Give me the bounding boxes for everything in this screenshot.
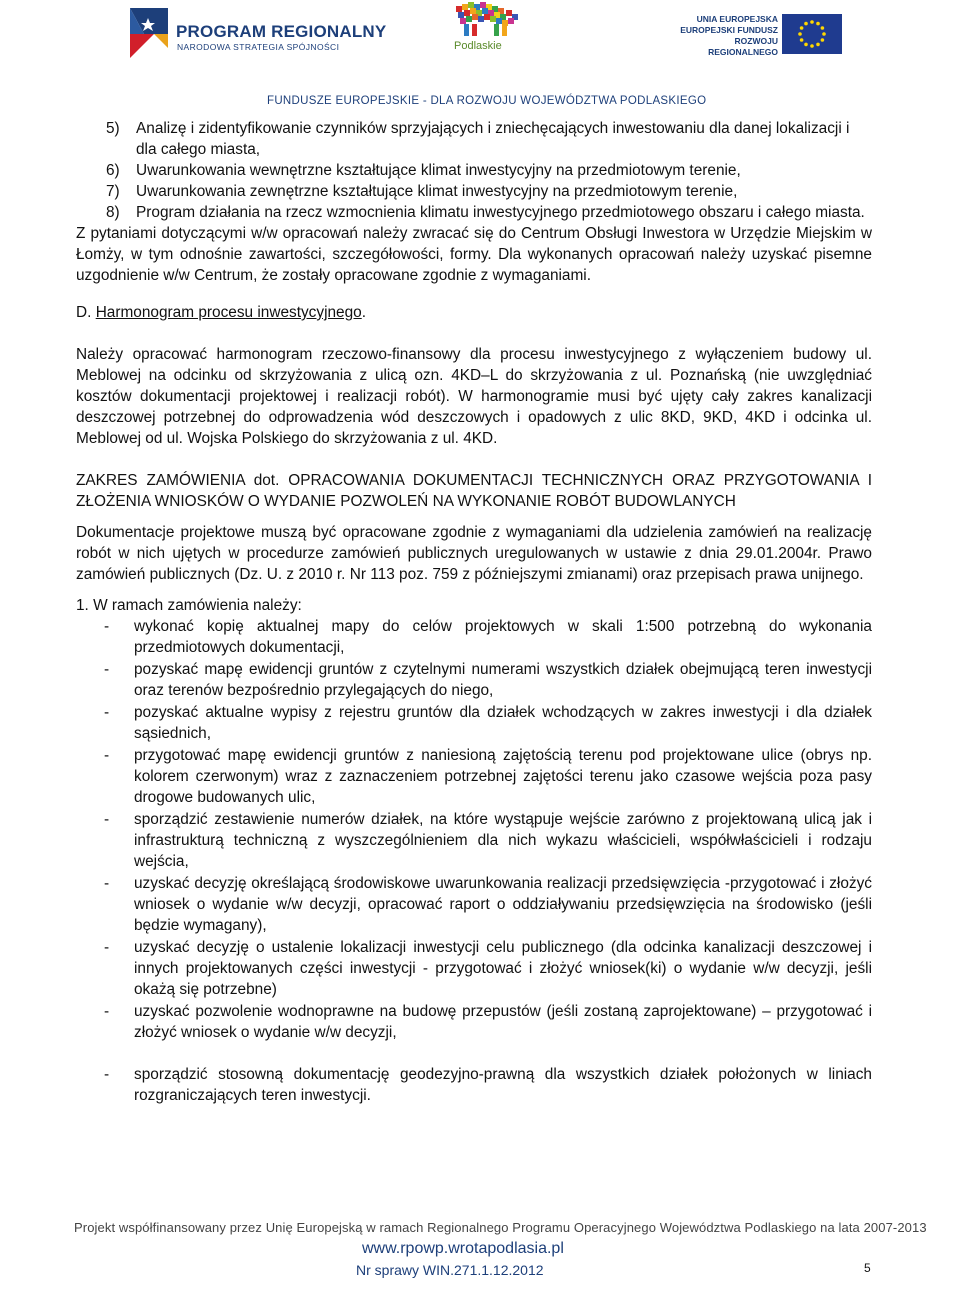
footer-case-number: Nr sprawy WIN.271.1.12.2012 — [356, 1262, 544, 1278]
document-body — [76, 118, 872, 1107]
section-prefix: D. — [76, 304, 92, 321]
list-item-text: uzyskać decyzję o ustalenie lokalizacji inwestycji celu publicznego (dla odcinka kanalizacji deszczowej i innych projektowanych części inwestycji - przygotować i złożyć wniosek(ki) o wydanie w/w decyzji, jeśli okażą się potrzebne) — [134, 939, 872, 998]
list-item-number: 5) — [106, 120, 120, 137]
program-flag-icon — [124, 4, 170, 62]
section-heading-d — [76, 302, 872, 323]
footer-project-line: Projekt współfinansowany przez Unię Europejską w ramach Regionalnego Programu Operacyjnego Województwa Podlaskiego na lata 2007-2013 — [74, 1220, 927, 1235]
paragraph-documentation: Dokumentacje projektowe muszą być opracowane zgodnie z wymaganiami dla udzielenia zamówień na realizację robót w nich ujętych w procedurze zamówień publicznych uregulowanych w ustawie z dnia 29.01.2004r. Prawo zamówień publicznych (Dz. U. z 2010 r. Nr 113 poz. 759 z późniejszymi zmianami) oraz przepisach prawa unijnego. — [76, 524, 872, 583]
list-item: - przygotować mapę ewidencji gruntów z naniesioną zajętością terenu pod projektowane ulice (obrys np. kolorem czerwonym) wraz z zaznaczeniem potrzebnej zajętości terenu jako czasowe wejścia poza pasy drogowe budowanych ulic, — [104, 747, 872, 806]
list-item — [76, 202, 872, 223]
scope-heading: ZAKRES ZAMÓWIENIA dot. OPRACOWANIA DOKUMENTACJI TECHNICZNYCH ORAZ PRZYGOTOWANIA I ZŁOŻENIA WNIOSKÓW O WYDANIE POZWOLEŃ NA WYKONANIE ROBÓT BUDOWLANYCH — [76, 472, 872, 510]
list-item: - sporządzić stosowną dokumentację geodezyjno-prawną dla wszystkich działek położonych w liniach rozgraniczających teren inwestycji. — [104, 1066, 872, 1104]
list-item — [76, 118, 872, 160]
list-item-text: Analizę i zidentyfikowanie czynników sprzyjających i zniechęcających inwestowaniu dla danej lokalizacji i dla całego miasta, — [136, 120, 850, 158]
list-item: - sporządzić zestawienie numerów działek, na które wystąpuje wejście zarówno z projektowaną ulicą jak i infrastrukturą techniczną z wyszczególnieniem dla nich wykazu właścicieli, współwłaścicieli i rodzaju wejścia, — [104, 811, 872, 870]
list-item: - uzyskać decyzję o ustalenie lokalizacji inwestycji celu publicznego (dla odcinka kanalizacji deszczowej i innych projektowanych części inwestycji - przygotować i złożyć wniosek(ki) o wydanie w/w decyzji, jeśli okażą się potrzebne) — [104, 939, 872, 998]
podlaskie-logo — [448, 0, 528, 62]
program-subtitle: NARODOWA STRATEGIA SPÓJNOŚCI — [177, 42, 340, 52]
list-item-text: uzyskać decyzję określającą środowiskowe uwarunkowania realizacji przedsięwzięcia -przygotować i złożyć wniosek o wydanie w/w decyzji, opracować raport o oddziaływaniu przedsięwzięcia na środowisko (jeśli będzie wymagany), — [134, 875, 872, 934]
eu-line-3: ROZWOJU REGIONALNEGO — [708, 36, 778, 57]
paragraph-harmonogram: Należy opracować harmonogram rzeczowo-finansowy dla procesu inwestycyjnego z wyłączeniem budowy ul. Meblowej na odcinku od skrzyżowania z ulicą ozn. 4KD–L do skrzyżowania z ul. Poznańską (nie uwzględniać kosztów dokumentacji projektowej i realizacji robót). W harmonogramie musi być ujęty cały zakres kanalizacji deszczowej potrzebnej do odprowadzenia wód deszczowych i opadowych z ulic 8KD, 9KD, 4KD i odcinka ul. Meblowej od ul. Wojska Polskiego do skrzyżowania z ul. 4KD. — [76, 346, 872, 447]
list-item-text: sporządzić stosowną dokumentację geodezyjno-prawną dla wszystkich działek położonych w liniach rozgraniczających teren inwestycji. — [134, 1066, 872, 1104]
list-item-text: Uwarunkowania wewnętrzne kształtujące klimat inwestycyjny na przedmiotowym terenie, — [136, 162, 741, 179]
eu-caption — [668, 14, 778, 58]
bison-mosaic-icon — [448, 0, 528, 42]
header-tagline: FUNDUSZE EUROPEJSKIE - DLA ROZWOJU WOJEWÓDZTWA PODLASKIEGO — [267, 95, 707, 107]
list-item-number: 7) — [106, 183, 120, 200]
section-suffix: . — [361, 304, 367, 321]
eu-logo — [668, 14, 844, 58]
eu-line-1: UNIA EUROPEJSKA — [696, 14, 778, 24]
list-item-text: Program działania na rzecz wzmocnienia klimatu inwestycyjnego przedmiotowego obszaru i całego miasta. — [136, 204, 865, 221]
list-item-text: wykonać kopię aktualnej mapy do celów projektowych w skali 1:500 potrzebną do wykonania przedmiotowych dokumentacji, — [134, 618, 872, 656]
paragraph-questions: Z pytaniami dotyczącymi w/w opracowań należy zwracać się do Centrum Obsługi Inwestora w Urzędzie Miejskim w Łomży, w tym odnośnie zawartości, szczegółowości, formy. Dla wykonanych opracowań należy uzyskać pisemne uzgodnienie w/w Centrum, że zostały opracowane zgodnie z wymaganiami. — [76, 225, 872, 284]
program-title: PROGRAM REGIONALNY — [176, 22, 387, 41]
list-item-text: uzyskać pozwolenie wodnoprawne na budowę przepustów (jeśli zostaną zaprojektowane) – przygotować i złożyć wniosek o wydanie w/w decyzji, — [134, 1003, 872, 1041]
eu-flag-icon — [782, 14, 842, 54]
list-item: - pozyskać mapę ewidencji gruntów z czytelnymi numerami wszystkich działek obejmującą teren inwestycji oraz terenów bezpośrednio przylegających do niego, — [104, 661, 872, 699]
list-item-number: 6) — [106, 162, 120, 179]
list-item-text: pozyskać mapę ewidencji gruntów z czytelnymi numerami wszystkich działek obejmującą teren inwestycji oraz terenów bezpośrednio przylegających do niego, — [134, 661, 872, 699]
list-item: - pozyskać aktualne wypisy z rejestru gruntów dla działek wchodzących w zakres inwestycji i dla działek sąsiednich, — [104, 704, 872, 742]
list-item — [76, 160, 872, 181]
eu-line-2: EUROPEJSKI FUNDUSZ — [680, 25, 778, 35]
section-title: Harmonogram procesu inwestycyjnego — [95, 304, 362, 321]
list-item-text: przygotować mapę ewidencji gruntów z naniesioną zajętością terenu pod projektowane ulice (obrys np. kolorem czerwonym) wraz z zaznaczeniem potrzebnej zajętości terenu jako czasowe wejścia poza pasy drogowe budowanych ulic, — [134, 747, 872, 806]
list-item: - wykonać kopię aktualnej mapy do celów projektowych w skali 1:500 potrzebną do wykonania przedmiotowych dokumentacji, — [104, 618, 872, 656]
footer-url[interactable]: www.rpowp.wrotapodlasia.pl — [362, 1240, 564, 1257]
scope-task-list — [76, 616, 872, 1106]
scope-intro: 1. W ramach zamówienia należy: — [76, 597, 302, 614]
region-label: Podlaskie — [454, 40, 502, 52]
list-item: - uzyskać decyzję określającą środowiskowe uwarunkowania realizacji przedsięwzięcia -przygotować i złożyć wniosek o wydanie w/w decyzji, opracować raport o oddziaływaniu przedsięwzięcia na środowisko (jeśli będzie wymagany), — [104, 875, 872, 934]
list-item: - uzyskać pozwolenie wodnoprawne na budowę przepustów (jeśli zostaną zaprojektowane) – przygotować i złożyć wniosek o wydanie w/w decyzji, — [104, 1003, 872, 1041]
page-header — [0, 0, 960, 112]
list-item-text: sporządzić zestawienie numerów działek, na które wystąpuje wejście zarówno z projektowaną ulicą jak i infrastrukturą techniczną z wyszczególnieniem dla nich wykazu właścicieli, współwłaścicieli i rodzaju wejścia, — [134, 811, 872, 870]
numbered-list — [76, 118, 872, 223]
list-item-number: 8) — [106, 204, 120, 221]
list-item-text: pozyskać aktualne wypisy z rejestru gruntów dla działek wchodzących w zakres inwestycji i dla działek sąsiednich, — [134, 704, 872, 742]
list-item — [76, 181, 872, 202]
list-item-text: Uwarunkowania zewnętrzne kształtujące klimat inwestycyjny na przedmiotowym terenie, — [136, 183, 738, 200]
program-regionalny-logo — [124, 4, 387, 62]
page-number: 5 — [864, 1261, 871, 1275]
